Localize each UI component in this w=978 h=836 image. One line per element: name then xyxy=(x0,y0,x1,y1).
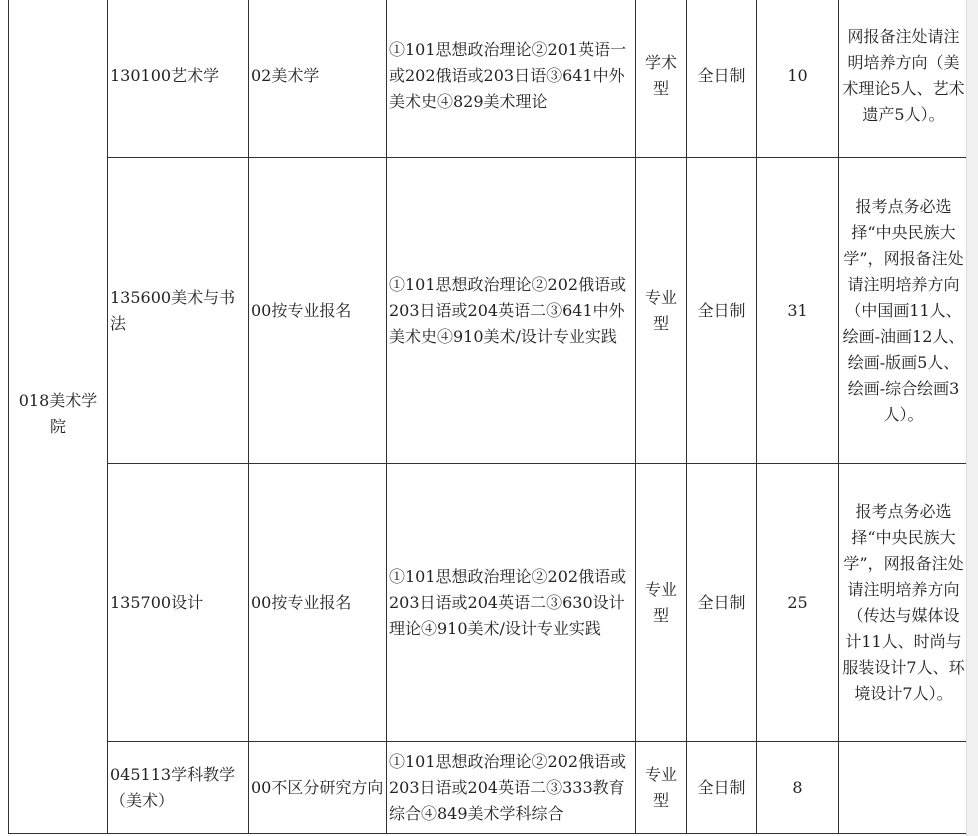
exam-subjects-cell: ①101思想政治理论②202俄语或203日语或204英语二③333教育综合④849美术学科综合 xyxy=(387,742,636,834)
major-cell: 135700设计 xyxy=(108,464,249,742)
note-cell: 网报备注处请注明培养方向（美术理论5人、艺术遗产5人）。 xyxy=(839,0,969,158)
major-cell: 135600美术与书法 xyxy=(108,158,249,464)
note-cell xyxy=(839,742,969,834)
table-row xyxy=(9,464,969,742)
direction-cell: 00不区分研究方向 xyxy=(249,742,387,834)
direction-cell: 00按专业报名 xyxy=(249,464,387,742)
degree-type-cell: 专业型 xyxy=(636,464,687,742)
quota-cell: 10 xyxy=(757,0,839,158)
table-row xyxy=(9,0,969,158)
table-row xyxy=(9,742,969,834)
study-mode-cell: 全日制 xyxy=(687,464,757,742)
study-mode-cell: 全日制 xyxy=(687,158,757,464)
note-cell: 报考点务必选择“中央民族大学”，网报备注处请注明培养方向（中国画11人、绘画-油画12人、绘画-版画5人、绘画-综合绘画3人）。 xyxy=(839,158,969,464)
study-mode-cell: 全日制 xyxy=(687,742,757,834)
enrollment-table xyxy=(8,0,969,834)
study-mode-cell: 全日制 xyxy=(687,0,757,158)
quota-cell: 8 xyxy=(757,742,839,834)
note-cell: 报考点务必选择“中央民族大学”，网报备注处请注明培养方向（传达与媒体设计11人、时尚与服装设计7人、环境设计7人）。 xyxy=(839,464,969,742)
major-cell: 045113学科教学（美术） xyxy=(108,742,249,834)
college-cell: 018美术学院 xyxy=(9,0,108,834)
exam-subjects-cell: ①101思想政治理论②201英语一或202俄语或203日语③641中外美术史④829美术理论 xyxy=(387,0,636,158)
degree-type-cell: 学术型 xyxy=(636,0,687,158)
quota-cell: 25 xyxy=(757,464,839,742)
degree-type-cell: 专业型 xyxy=(636,742,687,834)
table-row xyxy=(9,158,969,464)
degree-type-cell: 专业型 xyxy=(636,158,687,464)
vertical-scrollbar[interactable] xyxy=(966,0,978,836)
direction-cell: 00按专业报名 xyxy=(249,158,387,464)
quota-cell: 31 xyxy=(757,158,839,464)
exam-subjects-cell: ①101思想政治理论②202俄语或203日语或204英语二③641中外美术史④910美术/设计专业实践 xyxy=(387,158,636,464)
direction-cell: 02美术学 xyxy=(249,0,387,158)
major-cell: 130100艺术学 xyxy=(108,0,249,158)
exam-subjects-cell: ①101思想政治理论②202俄语或203日语或204英语二③630设计理论④910美术/设计专业实践 xyxy=(387,464,636,742)
